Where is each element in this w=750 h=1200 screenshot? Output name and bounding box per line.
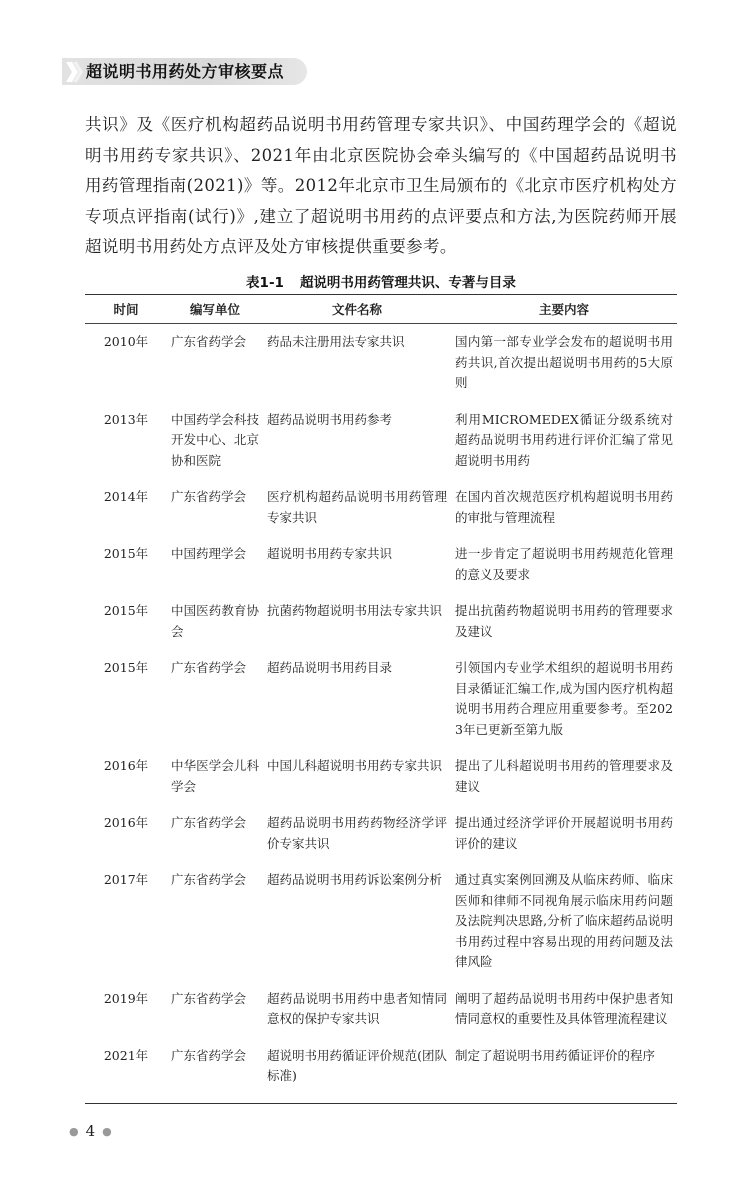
table-header-row bbox=[85, 295, 677, 324]
table-row bbox=[85, 324, 677, 404]
cell-doc: 超药品说明书用药参考 bbox=[267, 411, 393, 427]
cell-doc: 抗菌药物超说明书用法专家共识 bbox=[267, 603, 443, 618]
page-number-text: 4 bbox=[85, 1122, 96, 1140]
table-row bbox=[85, 652, 677, 750]
table-row bbox=[85, 404, 677, 482]
cell-year: 2015年 bbox=[103, 660, 149, 675]
cell-content: 阐明了超药品说明书用药中保护患者知情同意权的重要性及具体管理流程建议 bbox=[455, 990, 673, 1026]
cell-content: 国内第一部专业学会发布的超说明书用药共识,首次提出超说明书用药的5大原则 bbox=[455, 334, 673, 390]
page-number bbox=[62, 1121, 119, 1141]
table-row bbox=[85, 538, 677, 595]
cell-content: 提出抗菌药物超说明书用药的管理要求及建议 bbox=[455, 603, 673, 639]
cell-year: 2016年 bbox=[103, 758, 149, 773]
cell-doc: 超药品说明书用药药物经济学评价专家共识 bbox=[267, 815, 447, 851]
cell-year: 2016年 bbox=[103, 815, 149, 830]
cell-year: 2013年 bbox=[103, 411, 149, 427]
cell-org: 广东省药学会 bbox=[171, 1047, 247, 1063]
header-year: 时间 bbox=[113, 302, 139, 317]
table-row bbox=[85, 1040, 677, 1104]
cell-org: 中国医药教育协会 bbox=[171, 603, 259, 639]
cell-org: 中国药理学会 bbox=[171, 546, 247, 561]
cell-year: 2019年 bbox=[103, 990, 149, 1006]
cell-doc: 药品未注册用法专家共识 bbox=[267, 334, 405, 349]
cell-year: 2015年 bbox=[103, 603, 149, 618]
cell-doc: 医疗机构超药品说明书用药管理专家共识 bbox=[267, 489, 447, 525]
consensus-table bbox=[85, 294, 677, 1104]
cell-content: 制定了超说明书用药循证评价的程序 bbox=[455, 1047, 656, 1063]
cell-doc: 超药品说明书用药诉讼案例分析 bbox=[267, 872, 443, 887]
bullet-dot-icon: ● bbox=[69, 1125, 79, 1138]
cell-year: 2014年 bbox=[103, 489, 149, 504]
cell-doc: 超药品说明书用药中患者知情同意权的保护专家共识 bbox=[267, 990, 447, 1026]
cell-org: 广东省药学会 bbox=[171, 489, 247, 504]
cell-org: 中国药学会科技开发中心、北京协和医院 bbox=[171, 411, 259, 468]
table-caption bbox=[85, 271, 677, 291]
cell-content: 提出了儿科超说明书用药的管理要求及建议 bbox=[455, 758, 673, 794]
table-row bbox=[85, 864, 677, 983]
cell-doc: 超药品说明书用药目录 bbox=[267, 660, 393, 675]
cell-org: 中华医学会儿科学会 bbox=[171, 758, 259, 794]
cell-year: 2015年 bbox=[103, 546, 149, 561]
header-org: 编写单位 bbox=[189, 302, 240, 317]
header-content: 主要内容 bbox=[538, 302, 589, 317]
body-paragraph: 共识》及《医疗机构超药品说明书用药管理专家共识》、中国药理学会的《超说明书用药专家共识》、2021年由北京医院协会牵头编写的《中国超药品说明书用药管理指南(2021)》等。2012年北京市卫生局颁布的《北京市医疗机构处方专项点评指南(试行)》,建立了超说明书用药的点评要点和方法,为医院药师开展超说明书用药处方点评及处方审核提供重要参考。 bbox=[85, 115, 677, 256]
cell-org: 广东省药学会 bbox=[171, 660, 247, 675]
cell-doc: 超说明书用药专家共识 bbox=[267, 546, 393, 561]
table-row bbox=[85, 807, 677, 864]
cell-content: 利用MICROMEDEX循证分级系统对超药品说明书用药进行评价汇编了常见超说明书用药 bbox=[455, 411, 673, 468]
cell-content: 在国内首次规范医疗机构超说明书用药的审批与管理流程 bbox=[455, 489, 673, 525]
cell-org: 广东省药学会 bbox=[171, 872, 247, 887]
cell-org: 广东省药学会 bbox=[171, 990, 247, 1006]
header-doc: 文件名称 bbox=[331, 302, 382, 317]
cell-year: 2010年 bbox=[103, 334, 149, 349]
cell-year: 2017年 bbox=[103, 872, 149, 887]
cell-org: 广东省药学会 bbox=[171, 815, 247, 830]
cell-content: 进一步肯定了超说明书用药规范化管理的意义及要求 bbox=[455, 546, 673, 582]
cell-year: 2021年 bbox=[103, 1047, 149, 1063]
cell-org: 广东省药学会 bbox=[171, 334, 247, 349]
cell-content: 引领国内专业学术组织的超说明书用药目录循证汇编工作,成为国内医疗机构超说明书用药合理应用重要参考。至2023年已更新至第九版 bbox=[455, 660, 673, 737]
table-title: 超说明书用药管理共识、专著与目录 bbox=[299, 275, 516, 291]
table-row bbox=[85, 983, 677, 1040]
cell-content: 通过真实案例回溯及从临床药师、临床医师和律师不同视角展示临床用药问题及法院判决思路,分析了临床超药品说明书用药过程中容易出现的用药问题及法律风险 bbox=[455, 872, 673, 969]
cell-content: 提出通过经济学评价开展超说明书用药评价的建议 bbox=[455, 815, 673, 851]
cell-doc: 中国儿科超说明书用药专家共识 bbox=[267, 758, 443, 773]
table-row bbox=[85, 481, 677, 538]
table-row bbox=[85, 750, 677, 807]
table-number: 表1-1 bbox=[246, 275, 284, 291]
cell-doc: 超说明书用药循证评价规范(团队标准) bbox=[267, 1047, 447, 1083]
running-header-title: 超说明书用药处方审核要点 bbox=[86, 62, 285, 81]
double-chevron-icon bbox=[64, 60, 84, 84]
table-row bbox=[85, 595, 677, 652]
bullet-dot-icon: ● bbox=[102, 1125, 112, 1138]
